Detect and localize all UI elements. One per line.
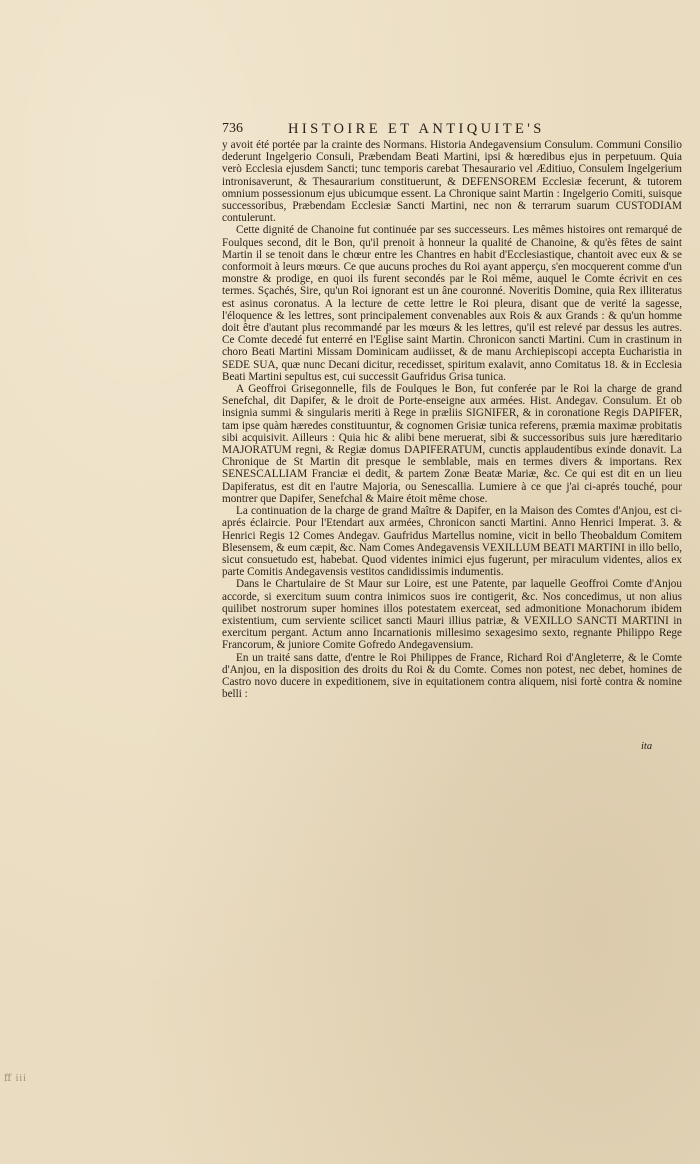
paragraph: A Geoffroi Grisegonnelle, fils de Foulques le Bon, fut conferée par le Roi la charge de grand Senefchal, dit Dapifer, & le droit de Porte-enseigne aux armées. Hist. Andegav. Consulum. Et ob insignia summi & singularis meriti à Rege in præliis SIGNIFER, & in coronatione Regis DAPIFER, tam ipse quàm hæredes constituuntur, & cognomen Grisiæ tunica referens, præmia maximæ probitatis sibi acquisivit. Ailleurs : Quia hic & alibi bene meruerat, sibi & successoribus suis jure hæreditario MAJORATUM regni, & Regiæ domus DAPIFERATUM, cunctis applaudentibus exinde donavit. La Chronique de St Martin dit presque le semblable, mais en termes divers & importans. Rex SENESCALLIAM Franciæ ei dedit, & partem Zonæ Beatæ Mariæ, &c. Ce qui est dit en un lieu Dapiferatus, est dit en l'autre Majoria, ou Senescallia. Lumiere à ce que j'ai ci-aprés touché, pour montrer que Dapifer, Senefchal & Maire étoit même chose. xyxy=(222,383,682,505)
paragraph: y avoit été portée par la crainte des Normans. Historia Andegavensium Consulum. Communi Consilio dederunt Ingelgerio Consuli, Præbendam Beati Martini, ipsi & hœredibus ejus in perpetuum. Quia verò Ecclesia ejusdem Sancti; tunc temporis carebat Thesaurario vel Æditiuo, Consulem Ingelgerium intronisaverunt, & Thesaurarium constituerunt, & DEFENSOREM Ecclesiæ fecerunt, & tutorem omnium possessionum ejus ubicumque essent. La Chronique saint Martin : Ingelgerio Comiti, suisque successoribus, Præbendam Ecclesiæ Sancti Martini, nec non & terrarum suarum CUSTODIAM contulerunt. xyxy=(222,139,682,225)
paragraph: Cette dignité de Chanoine fut continuée par ses successeurs. Les mêmes histoires ont remarqué de Foulques second, dit le Bon, qu'il prenoit à honneur la qualité de Chanoine, & qu'ès fêtes de saint Martin il se tenoit dans le chœur entre les Chantres en habit d'Ecclesiastique, chantoit avec eux & se conformoit à leurs mœurs. Ce que aucuns proches du Roi ayant apperçu, s'en mocquerent comme d'un monstre & prodige, en quoi ils furent secondés par le Roi même, auquel le Comte écrivit en ces termes. Sçachés, Sire, qu'un Roi ignorant est un âne couronné. Noveritis Domine, quia Rex illiteratus est asinus coronatus. A la lecture de cette lettre le Roi pleura, disant que de verité la sagesse, l'éloquence & les lettres, sont principalement convenables aux Rois & aux Grands : & qu'un homme doit être d'autant plus recommandé par les mœurs & les lettres, qu'il est relevé par dessus les autres. Ce Comte decedé fut enterré en l'Eglise saint Martin. Chronicon sancti Martini. Cum in crastinum in choro Beati Martini Missam Dominicam audiisset, & de manu Archiepiscopi accepta Eucharistia in SEDE SUA, quæ nunc Decani dicitur, recedisset, spiritum exalavit, anno Comitatus 18. & in Ecclesia Beati Martini sepultus est, cui successit Gaufridus Grisa tunica. xyxy=(222,224,682,383)
paragraph: En un traité sans datte, d'entre le Roi Philippes de France, Richard Roi d'Angleterre, & le Comte d'Anjou, en la disposition des droits du Roi & du Comte. Comes non potest, nec debet, homines de Castro novo ducere in expeditionem, sive in equitationem contra aliquem, nisi fortè contra & nomine belli : xyxy=(222,651,682,701)
page-number: 736 xyxy=(222,121,243,136)
paragraph: Dans le Chartulaire de St Maur sur Loire, est une Patente, par laquelle Geoffroi Comte d'Anjou accorde, si exercitum suum contra inimicos suos ire contigerit, &c. Nos concedimus, ut non alius quilibet nostrorum super homines illos potestatem exerceat, sed admonitione Monachorum ibidem existentium, cum serviente scilicet sancti Mauri illius patriæ, & VEXILLO SANCTI MARTINI in exercitum pergant. Actum anno Incarnationis millesimo sexagesimo sexto, regnante Philippo Rege Francorum, & juniore Comite Gofredo Andegavensium. xyxy=(222,578,682,652)
body-text xyxy=(222,139,682,700)
page-header xyxy=(222,121,680,139)
paragraph: La continuation de la charge de grand Maître & Dapifer, en la Maison des Comtes d'Anjou, est ci-aprés éclaircie. Pour l'Etendart aux armées, Chronicon sancti Martini. Anno Henrici Imperat. 3. & Henrici Regis 12 Comes Andegav. Gaufridus Martellus nomine, vicit in bello Theobaldum Comitem Blesensem, & eum cæpit, &c. Nam Comes Andegavensis VEXILLUM BEATI MARTINI in illo bello, sicut consuetudo est, habebat. Quod videntes inimici ejus fugerunt, per miraculum videntes, alios ex parte Comitis Andegavensis vestitos candidissimis indumentis. xyxy=(222,505,682,579)
marginal-mark: ﬀ iii xyxy=(4,1073,27,1084)
catchword: ita xyxy=(641,741,653,752)
running-head: HISTOIRE ET ANTIQUITE'S xyxy=(288,121,545,137)
